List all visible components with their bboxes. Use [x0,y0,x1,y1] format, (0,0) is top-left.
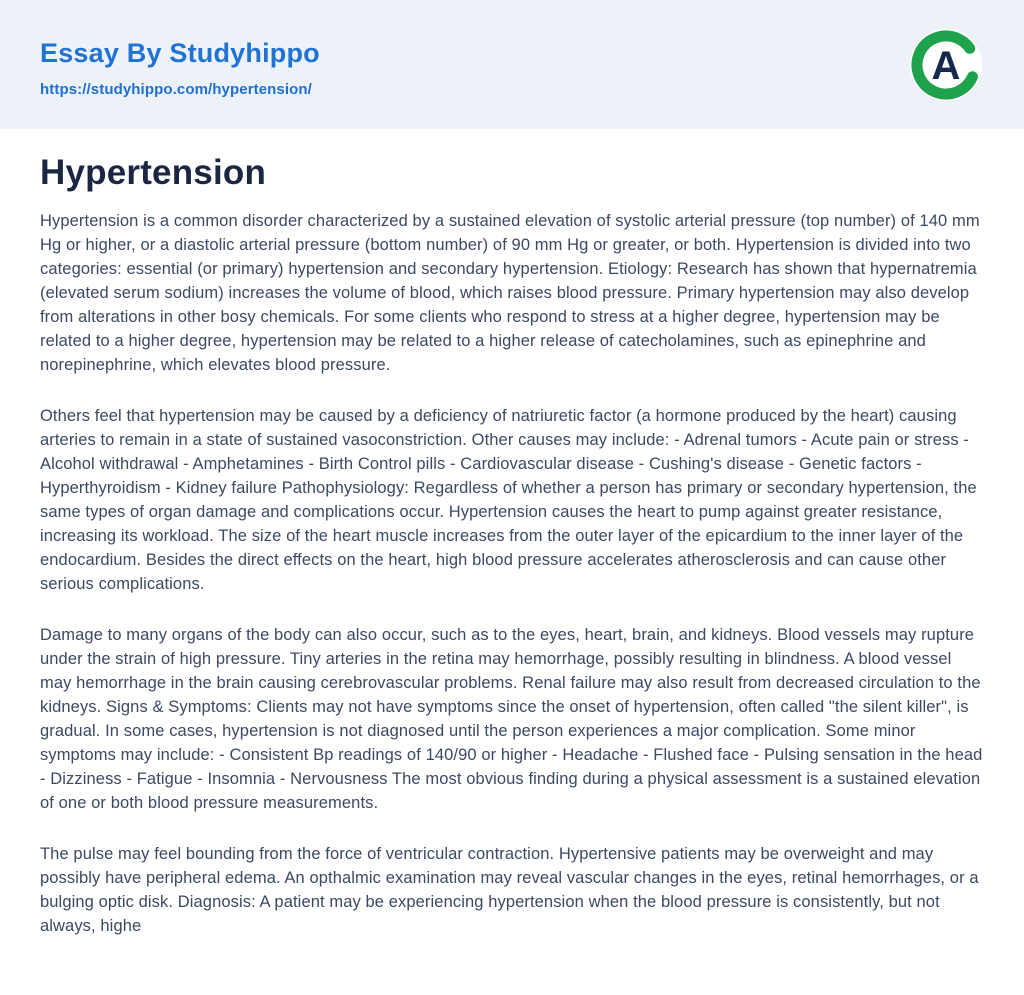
site-title: Essay By Studyhippo [40,37,320,68]
article-paragraph: Others feel that hypertension may be caused by a deficiency of natriuretic factor (a hormone produced by the heart) causing arteries to remain in a state of sustained vasoconstriction. Other causes may include: - Adrenal tumors - Acute pain or stress - Alcohol withdrawal - Amphetamines - Birth Control pills - Cardiovascular disease - Cushing's disease - Genetic factors - Hyperthyroidism - Kidney failure Pathophysiology: Regardless of whether a person has primary or secondary hypertension, the same types of organ damage and complications occur. Hypertension causes the heart to pump against greater resistance, increasing its workload. The size of the heart muscle increases from the outer layer of the epicardium to the inner layer of the endocardium. Besides the direct effects on the heart, high blood pressure accelerates atherosclerosis and can cause other serious complications. [40,407,977,594]
studyhippo-logo [908,27,984,103]
article-paragraph: Hypertension is a common disorder characterized by a sustained elevation of systolic arterial pressure (top number) of 140 mm Hg or higher, or a diastolic arterial pressure (bottom number) of 90 mm Hg or greater, or both. Hypertension is divided into two categories: essential (or primary) hypertension and secondary hypertension. Etiology: Research has shown that hypernatremia (elevated serum sodium) increases the volume of blood, which raises blood pressure. Primary hypertension may also develop from alterations in other bosy chemicals. For some clients who respond to stress at a higher degree, hypertension may be related to a higher degree, hypertension may be related to a higher release of catecholamines, such as epinephrine and norepinephrine, which elevates blood pressure. [40,212,980,375]
article [0,129,1024,938]
logo-graphic [908,27,984,103]
article-paragraph: Damage to many organs of the body can also occur, such as to the eyes, heart, brain, and kidneys. Blood vessels may rupture under the strain of high pressure. Tiny arteries in the retina may hemorrhage, possibly resulting in blindness. A blood vessel may hemorrhage in the brain causing cerebrovascular problems. Renal failure may also result from decreased circulation to the kidneys. Signs & Symptoms: Clients may not have symptoms since the onset of hypertension, often called "the silent killer", is gradual. In some cases, hypertension is not diagnosed until the person experiences a major complication. Some minor symptoms may include: - Consistent Bp readings of 140/90 or higher - Headache - Flushed face - Pulsing sensation in the head - Dizziness - Fatigue - Insomnia - Nervousness The most obvious finding during a physical assessment is a sustained elevation of one or both blood pressure measurements. [40,626,983,813]
logo-letter: A [931,43,961,88]
article-paragraph: The pulse may feel bounding from the force of ventricular contraction. Hypertensive patients may be overweight and may possibly have peripheral edema. An opthalmic examination may reveal vascular changes in the eyes, retinal hemorrhages, or a bulging optic disk. Diagnosis: A patient may be experiencing hypertension when the blood pressure is consistently, but not always, highe [40,845,979,936]
page-header [0,0,1024,129]
article-url-link[interactable]: https://studyhippo.com/hypertension/ [40,80,312,98]
page-title: Hypertension [40,153,267,192]
header-text-block [40,32,320,98]
